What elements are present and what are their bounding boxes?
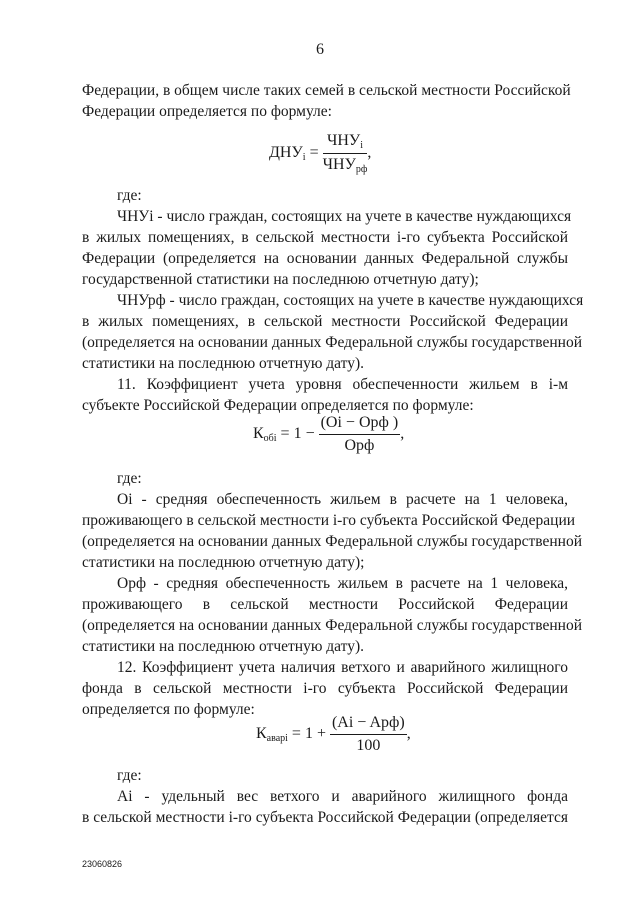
where-label: где: [117,187,142,204]
text-line: (определяется на основании данных Федеральной службы государственной [82,334,583,351]
text-line: в сельской местности i-го субъекта Российской Федерации (определяется [82,809,568,826]
text-line: Федерации определяется по формуле: [82,103,332,120]
document-number: 23060826 [82,859,123,869]
text-line: ЧНУрф - число граждан, состоящих на учете в качестве нуждающихся [117,292,584,309]
text-line: статистики на последнюю отчетную дату). [82,355,365,372]
text-line: Федерации, в общем числе таких семей в сельской местности Российской [82,82,571,99]
text-line: Oрф - средняя обеспеченность жильем в расчете на 1 человека, [117,575,568,592]
text-line: статистики на последнюю отчетную дату); [82,554,365,571]
page-number: 6 [316,41,324,58]
text-line: в жилых помещениях, в сельской местности Российской Федерации [82,313,568,330]
text-line: проживающего в сельской местности i-го субъекта Российской Федерации [82,512,576,529]
text-line: ЧНУi - число граждан, состоящих на учете в качестве нуждающихся [117,208,572,225]
text-line: 11. Коэффициент учета уровня обеспеченности жильем в i-м [117,376,568,393]
text-line: Ai - удельный вес ветхого и аварийного жилищного фонда [117,788,568,805]
text-line: государственной статистики на последнюю отчетную дату); [82,271,479,288]
text-line: проживающего в сельской местности Российской Федерации [82,596,568,613]
text-line: 12. Коэффициент учета наличия ветхого и аварийного жилищного [117,659,568,676]
text-line: Федерации (определяется на основании данных Федеральной службы [82,250,568,267]
text-line: (определяется на основании данных Федеральной службы государственной [82,533,583,550]
text-line: субъекте Российской Федерации определяется по формуле: [82,397,474,414]
formula-kavar: $К_{аварi} = 1$ + $\frac{\text{(Ai − Aрф)}}{100}$ , [256,714,411,754]
formula-kob: $К_{обi} = 1$ − $\frac{\text{(Oi − Oрф )}}{\text{Oрф}}$ , [253,414,405,454]
text-line: статистики на последнюю отчетную дату). [82,638,365,655]
where-label: где: [117,470,142,487]
text-line: в жилых помещениях, в сельской местности i-го субъекта Российской [82,229,568,246]
where-label: где: [117,767,142,784]
formula-dnu: $ДНУ_i$ = $\frac{ЧНУ_i}{ЧНУ_{рф}}$ , [269,132,372,175]
text-line: Oi - средняя обеспеченность жильем в расчете на 1 человека, [117,491,568,508]
text-line: (определяется на основании данных Федеральной службы государственной [82,617,583,634]
text-line: определяется по формуле: [82,701,255,718]
text-line: фонда в сельской местности i-го субъекта Российской Федерации [82,680,568,697]
